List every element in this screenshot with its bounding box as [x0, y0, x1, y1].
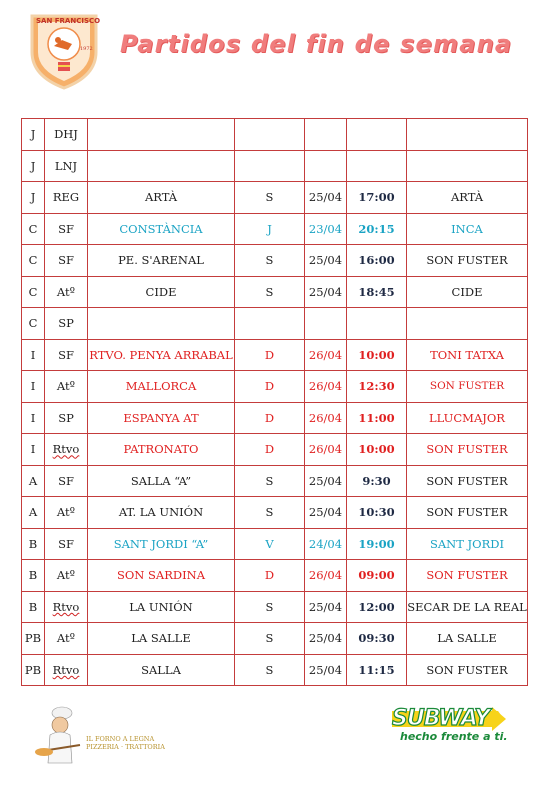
category-cell: J — [22, 119, 45, 151]
venue-cell: LLUCMAJOR — [407, 402, 528, 434]
day-cell: S — [235, 591, 305, 623]
fixture-row — [22, 371, 528, 403]
rival-cell: LA SALLE — [88, 623, 235, 655]
time-cell: 16:00 — [347, 245, 407, 277]
day-cell — [235, 308, 305, 340]
time-cell: 17:00 — [347, 182, 407, 214]
team-label: Rtvo — [52, 599, 80, 614]
day-cell: S — [235, 497, 305, 529]
time-cell: 09:30 — [347, 623, 407, 655]
team-cell: SF — [45, 528, 88, 560]
category-cell: J — [22, 182, 45, 214]
date-cell: 25/04 — [305, 182, 347, 214]
team-cell: SF — [45, 339, 88, 371]
time-cell: 09:00 — [347, 560, 407, 592]
date-cell: 25/04 — [305, 465, 347, 497]
team-cell: SP — [45, 402, 88, 434]
time-cell — [347, 119, 407, 151]
venue-cell: SON FUSTER — [407, 465, 528, 497]
team-cell — [45, 434, 88, 466]
time-cell — [347, 150, 407, 182]
date-cell: 23/04 — [305, 213, 347, 245]
category-cell: B — [22, 591, 45, 623]
team-cell: Atº — [45, 623, 88, 655]
rival-cell: SALLA — [88, 654, 235, 686]
time-cell: 12:00 — [347, 591, 407, 623]
rival-cell — [88, 308, 235, 340]
rival-cell: CIDE — [88, 276, 235, 308]
venue-cell: SON FUSTER — [407, 434, 528, 466]
day-cell: D — [235, 560, 305, 592]
time-cell — [347, 308, 407, 340]
rival-cell: PATRONATO — [88, 434, 235, 466]
team-cell: SP — [45, 308, 88, 340]
day-cell: D — [235, 402, 305, 434]
rival-cell: ARTÀ — [88, 182, 235, 214]
date-cell: 26/04 — [305, 339, 347, 371]
day-cell: S — [235, 623, 305, 655]
category-cell: I — [22, 371, 45, 403]
fixture-row — [22, 528, 528, 560]
time-cell: 10:30 — [347, 497, 407, 529]
date-cell: 25/04 — [305, 654, 347, 686]
time-cell: 9:30 — [347, 465, 407, 497]
category-cell: B — [22, 528, 45, 560]
day-cell: D — [235, 371, 305, 403]
date-cell — [305, 150, 347, 182]
day-cell — [235, 119, 305, 151]
date-cell: 25/04 — [305, 276, 347, 308]
page-title: Partidos del fin de semana — [120, 30, 513, 58]
team-cell: LNJ — [45, 150, 88, 182]
day-cell: S — [235, 465, 305, 497]
fixtures-table — [21, 118, 528, 686]
date-cell — [305, 308, 347, 340]
category-cell: A — [22, 497, 45, 529]
rival-cell: LA UNIÓN — [88, 591, 235, 623]
rival-cell: ESPANYA AT — [88, 402, 235, 434]
category-cell: C — [22, 276, 45, 308]
category-cell: C — [22, 308, 45, 340]
day-cell: S — [235, 276, 305, 308]
team-cell — [45, 654, 88, 686]
date-cell: 25/04 — [305, 623, 347, 655]
team-cell — [45, 591, 88, 623]
category-cell: A — [22, 465, 45, 497]
fixture-row — [22, 276, 528, 308]
time-cell: 18:45 — [347, 276, 407, 308]
team-cell: Atº — [45, 276, 88, 308]
rival-cell: SANT JORDI “A” — [88, 528, 235, 560]
day-cell: S — [235, 245, 305, 277]
time-cell: 11:15 — [347, 654, 407, 686]
pizzeria-name — [86, 735, 165, 751]
venue-cell: SON FUSTER — [407, 371, 528, 403]
venue-cell — [407, 119, 528, 151]
logo-top-text: SAN FRANCISCO — [36, 17, 101, 25]
venue-cell — [407, 150, 528, 182]
time-cell: 19:00 — [347, 528, 407, 560]
category-cell: B — [22, 560, 45, 592]
venue-cell: SON FUSTER — [407, 497, 528, 529]
team-cell: SF — [45, 465, 88, 497]
fixture-row — [22, 213, 528, 245]
category-cell: PB — [22, 654, 45, 686]
day-cell: D — [235, 339, 305, 371]
rival-cell: AT. LA UNIÓN — [88, 497, 235, 529]
rival-cell: MALLORCA — [88, 371, 235, 403]
day-cell — [235, 150, 305, 182]
day-cell: J — [235, 213, 305, 245]
date-cell: 25/04 — [305, 591, 347, 623]
fixture-row — [22, 150, 528, 182]
fixture-row — [22, 402, 528, 434]
team-cell: Atº — [45, 497, 88, 529]
fixtures-body — [22, 119, 528, 686]
venue-cell: SECAR DE LA REAL — [407, 591, 528, 623]
fixture-row — [22, 182, 528, 214]
fixture-row — [22, 623, 528, 655]
fixture-row — [22, 654, 528, 686]
venue-cell: LA SALLE — [407, 623, 528, 655]
time-cell: 20:15 — [347, 213, 407, 245]
date-cell: 26/04 — [305, 434, 347, 466]
fixture-row — [22, 339, 528, 371]
fixture-row — [22, 560, 528, 592]
subway-brand: SUBWAY — [392, 706, 490, 731]
rival-cell: SALLA “A” — [88, 465, 235, 497]
date-cell: 24/04 — [305, 528, 347, 560]
rival-cell: CONSTÀNCIA — [88, 213, 235, 245]
rival-cell: PE. S'ARENAL — [88, 245, 235, 277]
fixture-row — [22, 465, 528, 497]
team-cell: Atº — [45, 560, 88, 592]
venue-cell: SON FUSTER — [407, 654, 528, 686]
date-cell: 26/04 — [305, 560, 347, 592]
fixture-row — [22, 308, 528, 340]
date-cell: 26/04 — [305, 402, 347, 434]
category-cell: I — [22, 402, 45, 434]
category-cell: PB — [22, 623, 45, 655]
category-cell: I — [22, 434, 45, 466]
pizzeria-line1: IL FORNO A LEGNA — [86, 735, 155, 743]
team-label: Rtvo — [52, 662, 80, 677]
fixture-row — [22, 434, 528, 466]
time-cell: 10:00 — [347, 339, 407, 371]
day-cell: D — [235, 434, 305, 466]
venue-cell: SON FUSTER — [407, 560, 528, 592]
rival-cell: RTVO. PENYA ARRABAL — [88, 339, 235, 371]
logo-year: 1972 — [80, 46, 93, 52]
rival-cell: SON SARDINA — [88, 560, 235, 592]
pizzeria-line2: PIZZERIA · TRATTORIA — [86, 743, 165, 751]
date-cell: 26/04 — [305, 371, 347, 403]
time-cell: 10:00 — [347, 434, 407, 466]
team-cell: DHJ — [45, 119, 88, 151]
fixture-row — [22, 497, 528, 529]
day-cell: S — [235, 654, 305, 686]
rival-cell — [88, 119, 235, 151]
venue-cell: INCA — [407, 213, 528, 245]
venue-cell: SON FUSTER — [407, 245, 528, 277]
category-cell: J — [22, 150, 45, 182]
time-cell: 12:30 — [347, 371, 407, 403]
day-cell: S — [235, 182, 305, 214]
category-cell: C — [22, 245, 45, 277]
venue-cell: TONI TATXA — [407, 339, 528, 371]
fixture-row — [22, 245, 528, 277]
venue-cell: SANT JORDI — [407, 528, 528, 560]
subway-slogan: hecho frente a ti. — [400, 730, 508, 743]
fixture-row — [22, 591, 528, 623]
rival-cell — [88, 150, 235, 182]
team-label: Rtvo — [52, 442, 80, 457]
venue-cell — [407, 308, 528, 340]
team-cell: SF — [45, 245, 88, 277]
date-cell: 25/04 — [305, 245, 347, 277]
time-cell: 11:00 — [347, 402, 407, 434]
category-cell: C — [22, 213, 45, 245]
day-cell: V — [235, 528, 305, 560]
venue-cell: CIDE — [407, 276, 528, 308]
venue-cell: ARTÀ — [407, 182, 528, 214]
category-cell: I — [22, 339, 45, 371]
date-cell — [305, 119, 347, 151]
date-cell: 25/04 — [305, 497, 347, 529]
team-cell: REG — [45, 182, 88, 214]
team-cell: Atº — [45, 371, 88, 403]
team-cell: SF — [45, 213, 88, 245]
fixture-row — [22, 119, 528, 151]
